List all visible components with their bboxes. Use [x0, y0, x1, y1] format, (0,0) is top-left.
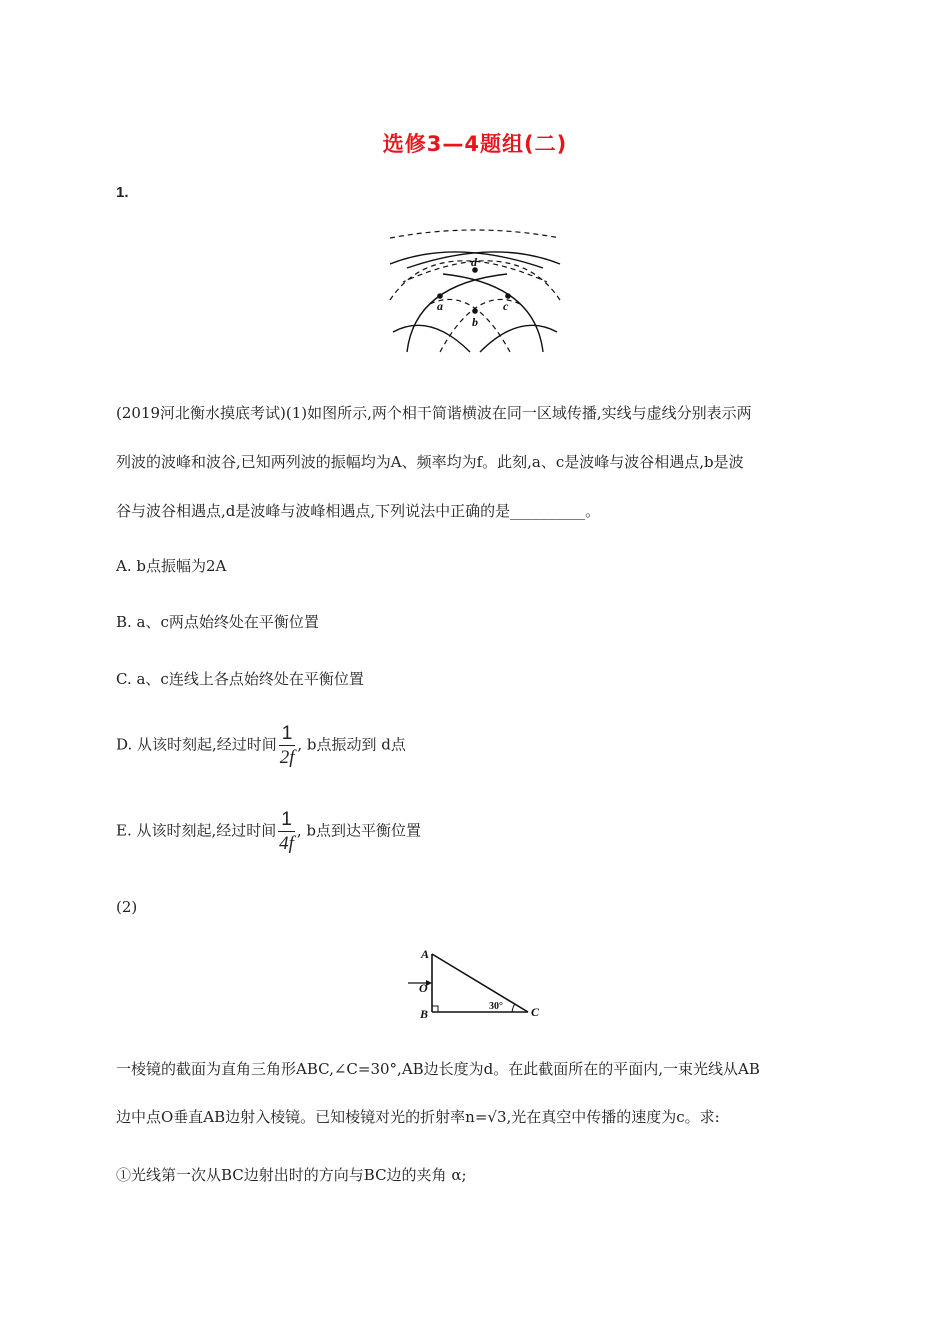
fraction-numerator: 1 [279, 724, 296, 746]
part2-text-line-2: 边中点O垂直AB边射入棱镜。已知棱镜对光的折射率n=√3,光在真空中传播的速度为c。求: [116, 1108, 720, 1126]
crest-arc [480, 325, 557, 352]
point-a [437, 293, 443, 299]
sub-question-1: ①光线第一次从BC边射出时的方向与BC边的夹角 α; [116, 1166, 467, 1184]
option-b: B. a、c两点始终处在平衡位置 [116, 613, 319, 631]
option-e-suffix: , b点到达平衡位置 [296, 821, 421, 840]
label-A: A [421, 947, 430, 961]
option-a: A. b点振幅为2A [116, 557, 227, 575]
trough-arc [390, 261, 547, 300]
option-e [116, 810, 421, 853]
part2-text-line-1: 一棱镜的截面为直角三角形ABC,∠C=30°,AB边长度为d。在此截面所在的平面内,一束光线从AB [116, 1060, 760, 1078]
wave-interference-figure [385, 224, 565, 356]
label-a: a [437, 299, 443, 313]
option-d-suffix: , b点振动到 d点 [297, 735, 406, 754]
point-b [472, 308, 478, 314]
stem-line-3: 谷与波谷相遇点,d是波峰与波峰相遇点,下列说法中正确的是__________。 [116, 502, 601, 520]
option-c: C. a、c连线上各点始终处在平衡位置 [116, 670, 364, 688]
trough-arc [403, 261, 560, 300]
fraction-numerator: 1 [278, 810, 295, 832]
prism-triangle-figure [400, 944, 550, 1022]
label-c: c [503, 299, 509, 313]
option-d-prefix: D. 从该时刻起,经过时间 [116, 735, 277, 754]
edge-ac [432, 954, 528, 1012]
crest-arc [393, 325, 470, 352]
fraction-denominator: 4f [279, 833, 294, 854]
option-e-prefix: E. 从该时刻起,经过时间 [116, 821, 277, 840]
label-O: O [419, 981, 428, 995]
label-b: b [472, 315, 478, 329]
stem-line-1: (2019河北衡水摸底考试)(1)如图所示,两个相干简谐横波在同一区域传播,实线与虚线分别表示两 [116, 404, 752, 422]
angle-arc [512, 1004, 515, 1012]
right-angle-mark [432, 1006, 438, 1012]
fraction-1-over-4f [278, 810, 295, 853]
label-C: C [531, 1005, 540, 1019]
stem-line-2: 列波的波峰和波谷,已知两列波的振幅均为A、频率均为f。此刻,a、c是波峰与波谷相遇点,b是波 [116, 453, 744, 471]
question-number: 1. [116, 184, 129, 201]
fraction-1-over-2f [279, 724, 296, 767]
label-B: B [420, 1007, 429, 1021]
page-title: 选修3—4题组(二) [382, 132, 568, 156]
label-angle: 30° [489, 1001, 503, 1012]
option-d [116, 724, 406, 767]
label-d: d [471, 255, 477, 269]
point-c [505, 293, 511, 299]
fraction-denominator: 2f [279, 747, 295, 768]
part2-label: (2) [116, 898, 138, 916]
trough-arc [390, 230, 560, 238]
